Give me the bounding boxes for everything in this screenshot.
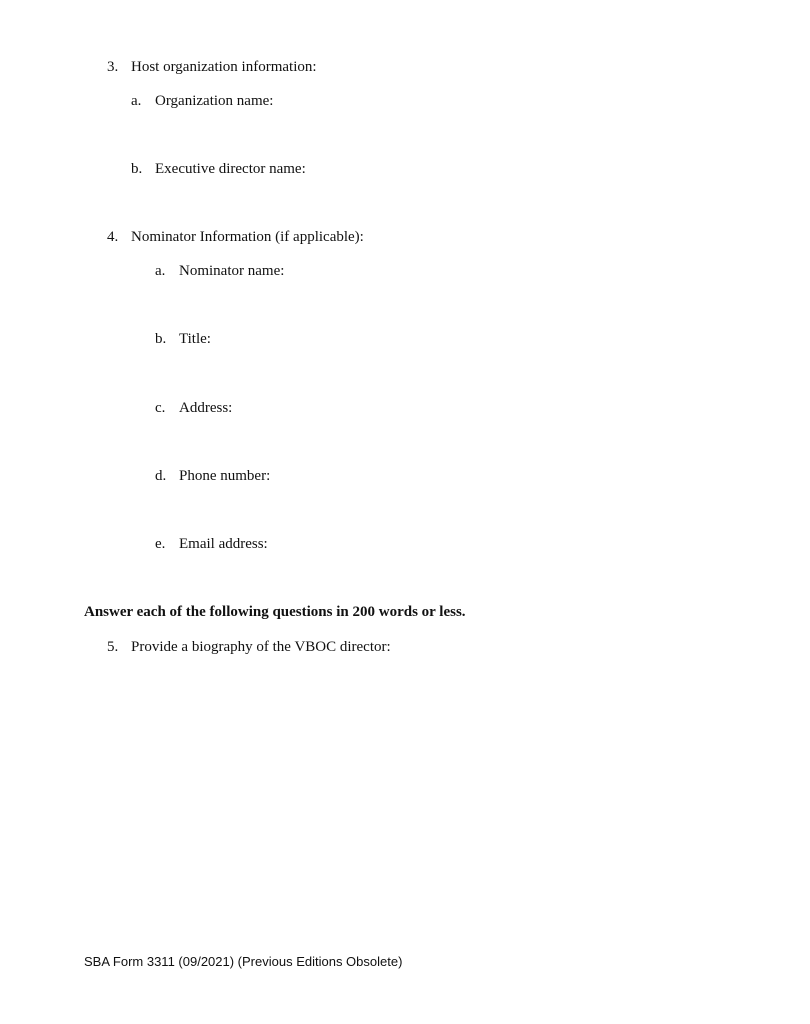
field-label-organization-name: Organization name: (155, 93, 274, 109)
question-label: Provide a biography of the VBOC director: (131, 639, 391, 655)
item-letter: c. (155, 400, 166, 416)
item-letter: e. (155, 536, 166, 552)
item-letter: b. (155, 331, 167, 347)
field-label-executive-director-name: Executive director name: (155, 161, 306, 177)
item-letter: d. (155, 468, 167, 484)
item-letter: a. (131, 93, 142, 109)
question-label: Nominator Information (if applicable): (131, 229, 364, 245)
question-label: Host organization information: (131, 59, 317, 75)
instructions-heading: Answer each of the following questions in 200 words or less. (84, 604, 466, 620)
item-letter: b. (131, 161, 143, 177)
question-number: 4. (107, 229, 119, 245)
question-number: 3. (107, 59, 119, 75)
field-label-address: Address: (179, 400, 233, 416)
field-label-email-address: Email address: (179, 536, 268, 552)
question-number: 5. (107, 639, 119, 655)
field-label-nominator-name: Nominator name: (179, 263, 285, 279)
field-label-phone-number: Phone number: (179, 468, 271, 484)
item-letter: a. (155, 263, 166, 279)
field-label-title: Title: (179, 331, 211, 347)
form-footer: SBA Form 3311 (09/2021) (Previous Editions Obsolete) (84, 954, 403, 969)
